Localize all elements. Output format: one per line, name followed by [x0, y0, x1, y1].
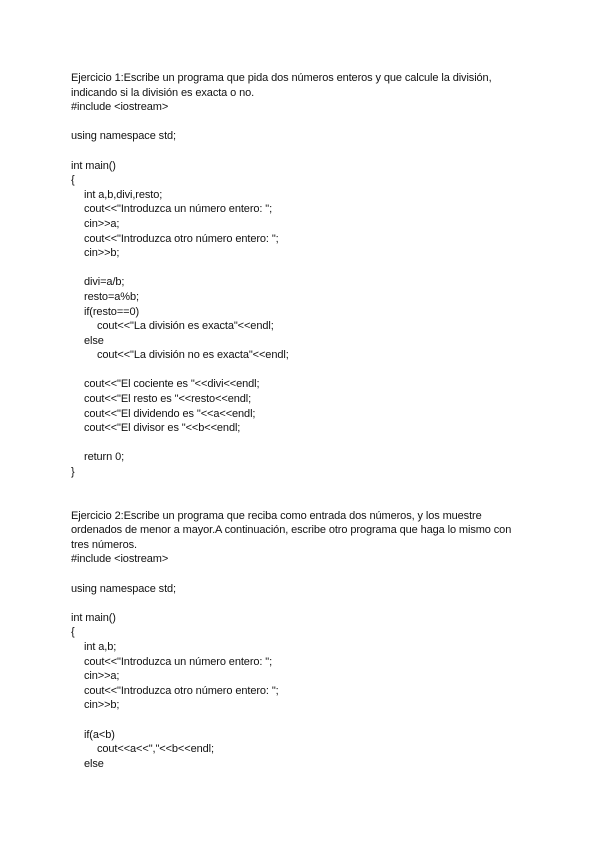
exercise-2-code	[71, 552, 540, 771]
exercise-1-title-line: Ejercicio 1:Escribe un programa que pida dos números enteros y que calcule la división,	[71, 72, 492, 84]
code-line: if(a<b)	[84, 728, 115, 741]
code-line	[71, 713, 540, 728]
code-line: using namespace std;	[71, 130, 177, 143]
code-line: divi=a/b;	[84, 276, 125, 289]
exercise-2-title-line: ordenados de menor a mayor.A continuación, escribe otro programa que haga lo mismo con	[71, 524, 512, 537]
code-line: cout<<"Introduzca un número entero: ";	[84, 655, 273, 668]
code-line: int a,b,divi,resto;	[84, 188, 163, 201]
exercise-1-title-line: indicando si la división es exacta o no.	[71, 86, 255, 99]
code-line: else	[84, 334, 104, 347]
exercise-1	[71, 71, 540, 480]
code-line	[71, 436, 540, 451]
code-line: cout<<a<<","<<b<<endl;	[97, 743, 214, 756]
code-line	[71, 596, 540, 611]
code-line: cout<<"La división es exacta"<<endl;	[97, 320, 274, 333]
code-line	[71, 144, 540, 159]
code-line: int main()	[71, 611, 116, 624]
code-line: resto=a%b;	[84, 290, 139, 303]
code-line: cout<<"El resto es "<<resto<<endl;	[84, 393, 252, 406]
code-line	[71, 115, 540, 130]
code-line: cin>>a;	[84, 670, 120, 683]
exercise-2	[71, 509, 540, 772]
code-line: int main()	[71, 159, 116, 172]
code-line: cin>>b;	[84, 699, 120, 712]
code-line: if(resto==0)	[84, 305, 140, 318]
code-line	[71, 363, 540, 378]
code-line: else	[84, 757, 104, 770]
code-line: cout<<"La división no es exacta"<<endl;	[97, 349, 289, 362]
exercise-2-title-line: tres números.	[71, 538, 137, 551]
code-line: cout<<"Introduzca otro número entero: ";	[84, 684, 279, 697]
code-line: cin>>a;	[84, 217, 120, 230]
code-line: int a,b;	[84, 640, 117, 653]
code-line: cout<<"El dividendo es "<<a<<endl;	[84, 407, 256, 420]
code-line: {	[71, 626, 75, 639]
code-line: return 0;	[84, 451, 125, 464]
code-line: cout<<"El cociente es "<<divi<<endl;	[84, 378, 260, 391]
code-line: cout<<"Introduzca otro número entero: ";	[84, 232, 279, 245]
code-line: cout<<"Introduzca un número entero: ";	[84, 203, 273, 216]
code-line: cout<<"El divisor es "<<b<<endl;	[84, 422, 241, 435]
code-line: using namespace std;	[71, 582, 177, 595]
code-line: #include <iostream>	[71, 553, 169, 566]
exercise-2-title-line: Ejercicio 2:Escribe un programa que reciba como entrada dos números, y los muestre	[71, 509, 482, 522]
code-line: cin>>b;	[84, 247, 120, 260]
code-line	[71, 567, 540, 582]
code-line	[71, 261, 540, 276]
code-line: #include <iostream>	[71, 101, 169, 114]
code-line: {	[71, 174, 75, 187]
section-gap	[71, 480, 540, 509]
code-line: }	[71, 466, 75, 479]
exercise-1-code	[71, 100, 540, 479]
